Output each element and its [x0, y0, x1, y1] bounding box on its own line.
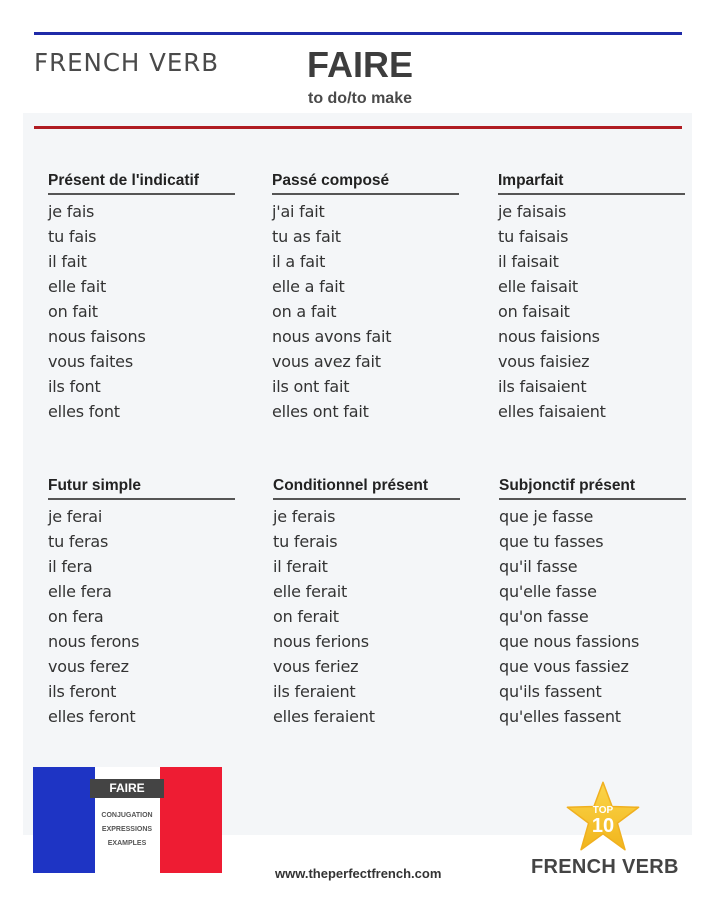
tense-block — [498, 172, 685, 424]
conjugation-form: on a fait — [272, 302, 337, 321]
flag-line-expressions: EXPRESSIONS — [101, 826, 153, 833]
tense-block — [499, 477, 686, 729]
conjugation-form: il ferait — [273, 557, 328, 576]
conjugation-form: elles feraient — [273, 707, 375, 726]
conjugation-form: on faisait — [498, 302, 570, 321]
conjugation-form: il fera — [48, 557, 93, 576]
conjugation-form: qu'elles fassent — [499, 707, 621, 726]
conjugation-form: tu as fait — [272, 227, 341, 246]
conjugation-form: vous feriez — [273, 657, 359, 676]
conjugation-form: elles faisaient — [498, 402, 606, 421]
flag-line-conjugation: CONJUGATION — [101, 812, 153, 819]
flag-red-band — [160, 767, 222, 873]
conjugation-form: nous ferions — [273, 632, 369, 651]
conjugation-form: ils feraient — [273, 682, 356, 701]
website-link[interactable]: www.theperfectfrench.com — [275, 866, 442, 881]
conjugation-form: il faisait — [498, 252, 559, 271]
conjugation-form: tu fais — [48, 227, 97, 246]
tense-heading: Subjonctif présent — [499, 477, 686, 500]
brand-label: FRENCH VERB — [34, 48, 220, 77]
tense-heading: Présent de l'indicatif — [48, 172, 235, 195]
conjugation-form: qu'il fasse — [499, 557, 578, 576]
conjugation-form: on fait — [48, 302, 98, 321]
conjugation-form: elles ont fait — [272, 402, 369, 421]
tense-heading: Futur simple — [48, 477, 235, 500]
tense-block — [273, 477, 460, 729]
flag-verb-label: FAIRE — [90, 779, 164, 798]
conjugation-form: vous avez fait — [272, 352, 381, 371]
conjugation-form: que tu fasses — [499, 532, 604, 551]
conjugation-form: je faisais — [498, 202, 567, 221]
conjugation-form: je ferais — [273, 507, 336, 526]
conjugation-form: ils feront — [48, 682, 117, 701]
conjugation-form: nous faisions — [498, 327, 600, 346]
conjugation-form: que nous fassions — [499, 632, 640, 651]
conjugation-form: vous faites — [48, 352, 133, 371]
conjugation-form: elle fait — [48, 277, 107, 296]
tense-heading: Passé composé — [272, 172, 459, 195]
conjugation-form: elles font — [48, 402, 120, 421]
red-header-rule — [34, 126, 682, 129]
conjugation-form: nous avons fait — [272, 327, 392, 346]
badge-number: 10 — [591, 815, 615, 837]
footer-brand-label: FRENCH VERB — [531, 856, 679, 878]
conjugation-form: elles feront — [48, 707, 136, 726]
conjugation-form: qu'elle fasse — [499, 582, 597, 601]
conjugation-form: on ferait — [273, 607, 339, 626]
tense-block — [48, 477, 235, 729]
conjugation-form: nous ferons — [48, 632, 140, 651]
conjugation-form: j'ai fait — [272, 202, 325, 221]
tense-block — [272, 172, 459, 424]
conjugation-form: que je fasse — [499, 507, 594, 526]
conjugation-form: ils ont fait — [272, 377, 350, 396]
conjugation-form: elle fera — [48, 582, 112, 601]
conjugation-form: vous faisiez — [498, 352, 590, 371]
conjugation-form: qu'ils fassent — [499, 682, 602, 701]
verb-translation: to do/to make — [307, 90, 412, 107]
conjugation-form: on fera — [48, 607, 104, 626]
conjugation-form: ils font — [48, 377, 101, 396]
blue-header-rule — [34, 32, 682, 35]
verb-title: FAIRE — [306, 44, 413, 85]
flag-blue-band — [33, 767, 95, 873]
tense-block — [48, 172, 235, 424]
conjugation-form: il a fait — [272, 252, 326, 271]
conjugation-form: vous ferez — [48, 657, 129, 676]
conjugation-form: qu'on fasse — [499, 607, 589, 626]
badge-top-label: TOP — [592, 805, 614, 816]
conjugation-form: je fais — [48, 202, 95, 221]
conjugation-form: tu faisais — [498, 227, 569, 246]
conjugation-form: tu feras — [48, 532, 109, 551]
conjugation-form: ils faisaient — [498, 377, 587, 396]
tense-heading: Imparfait — [498, 172, 685, 195]
tense-heading: Conditionnel présent — [273, 477, 460, 500]
conjugation-form: il fait — [48, 252, 87, 271]
conjugation-form: nous faisons — [48, 327, 146, 346]
conjugation-form: elle faisait — [498, 277, 579, 296]
conjugation-form: que vous fassiez — [499, 657, 629, 676]
conjugation-form: elle a fait — [272, 277, 345, 296]
flag-line-examples: EXAMPLES — [107, 840, 147, 847]
conjugation-form: tu ferais — [273, 532, 338, 551]
conjugation-form: elle ferait — [273, 582, 348, 601]
conjugation-form: je ferai — [48, 507, 103, 526]
